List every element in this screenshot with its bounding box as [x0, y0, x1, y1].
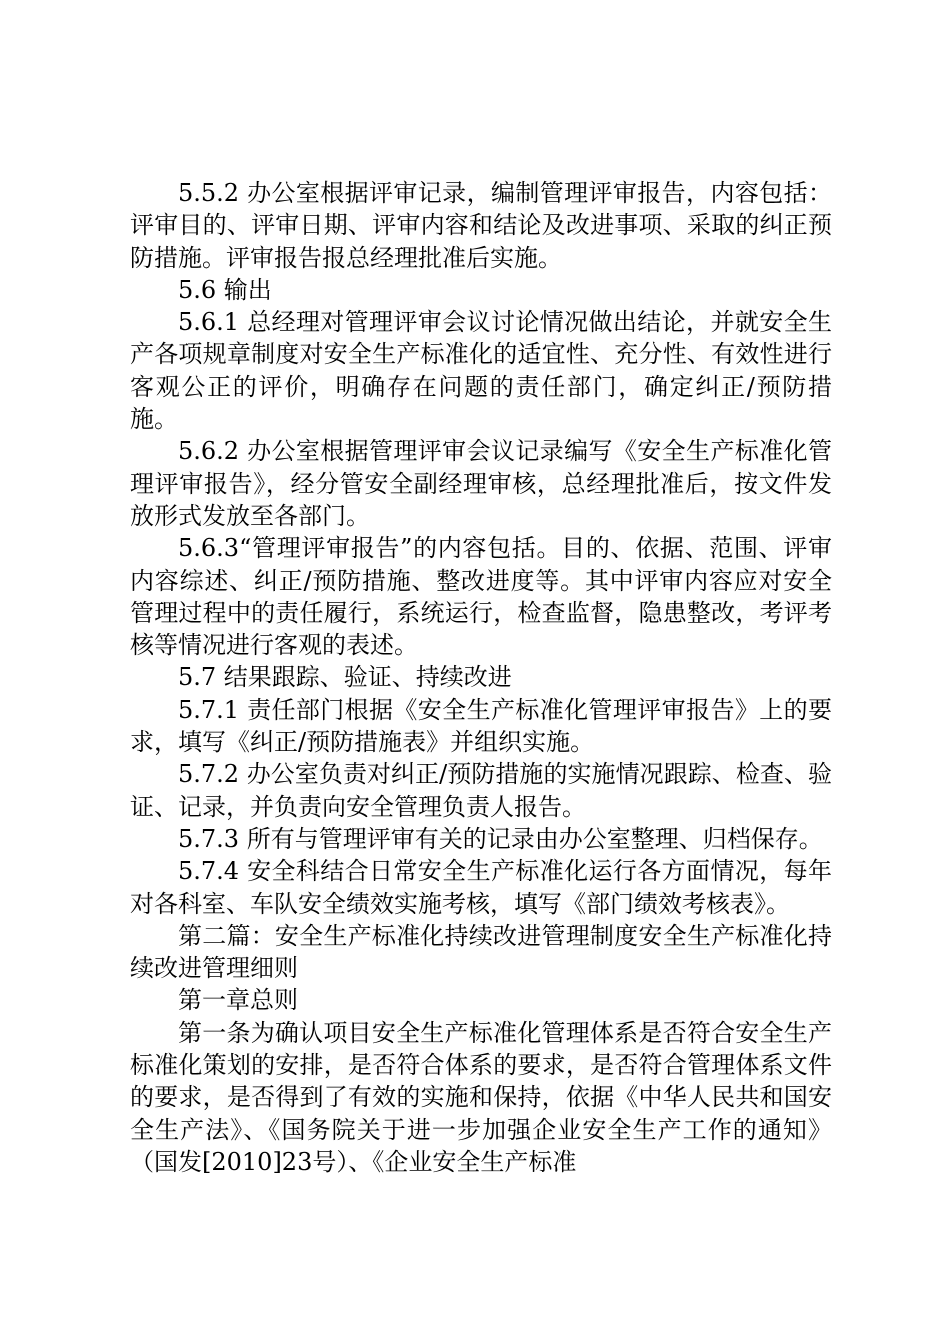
document-body: [130, 177, 832, 1178]
article-one: 第一条为确认项目安全生产标准化管理体系是否符合安全生产标准化策划的安排，是否符合体系的要求，是否符合管理体系文件的要求，是否得到了有效的实施和保持，依据《中华人民共和国安全生产法》、《国务院关于进一步加强企业安全生产工作的通知》（国发[2010]23号）、《企业安全生产标准: [130, 1018, 832, 1176]
paragraph-5-6-3: 5.6.3“管理评审报告”的内容包括。目的、依据、范围、评审内容综述、纠正/预防措施、整改进度等。其中评审内容应对安全管理过程中的责任履行，系统运行，检查监督，隐患整改，考评考核等情况进行客观的表述。: [130, 534, 832, 660]
heading-5-7: 5.7 结果跟踪、验证、持续改进: [178, 663, 512, 692]
paragraph-5-6-1: 5.6.1 总经理对管理评审会议讨论情况做出结论，并就安全生产各项规章制度对安全生产标准化的适宜性、充分性、有效性进行客观公正的评价，明确存在问题的责任部门，确定纠正/预防措施。: [130, 308, 832, 434]
heading-5-6: 5.6 输出: [178, 275, 272, 304]
chapter-title-general: 第一章总则: [178, 986, 298, 1015]
section-title-part-two: 第二篇：安全生产标准化持续改进管理制度安全生产标准化持续改进管理细则: [130, 921, 832, 983]
paragraph-5-7-2: 5.7.2 办公室负责对纠正/预防措施的实施情况跟踪、检查、验证、记录，并负责向安全管理负责人报告。: [130, 760, 832, 821]
paragraph-5-7-3: 5.7.3 所有与管理评审有关的记录由办公室整理、归档保存。: [178, 824, 823, 853]
paragraph-5-5-2: 5.5.2 办公室根据评审记录，编制管理评审报告，内容包括：评审目的、评审日期、评审内容和结论及改进事项、采取的纠正预防措施。评审报告报总经理批准后实施。: [130, 179, 832, 272]
paragraph-5-7-1: 5.7.1 责任部门根据《安全生产标准化管理评审报告》上的要求，填写《纠正/预防措施表》并组织实施。: [130, 695, 832, 757]
paragraph-5-6-2: 5.6.2 办公室根据管理评审会议记录编写《安全生产标准化管理评审报告》，经分管安全副经理审核，总经理批准后，按文件发放形式发放至各部门。: [130, 437, 832, 530]
paragraph-5-7-4: 5.7.4 安全科结合日常安全生产标准化运行各方面情况，每年对各科室、车队安全绩效实施考核，填写《部门绩效考核表》。: [130, 857, 832, 918]
